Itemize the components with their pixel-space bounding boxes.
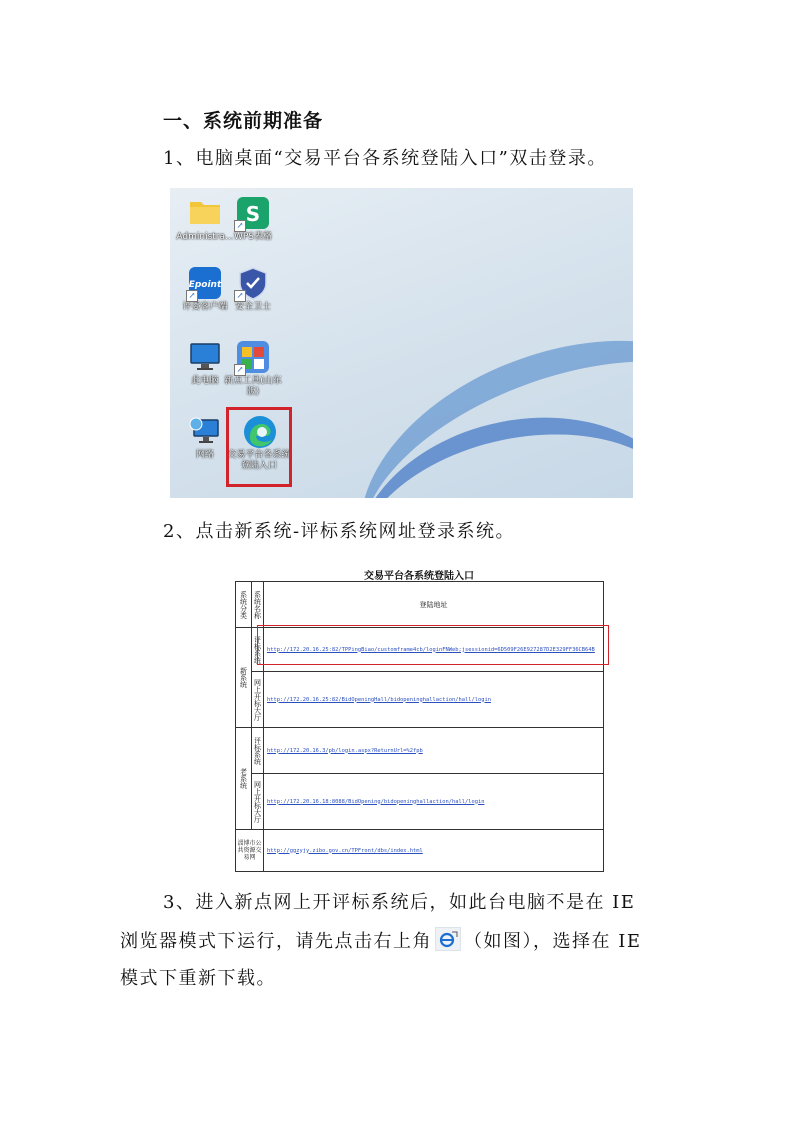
svg-text:Epoint: Epoint xyxy=(188,280,222,290)
name-pingbiao-new: 评标系统 xyxy=(253,635,262,664)
network-icon xyxy=(188,414,222,448)
step-3-line2-post: （如图），选择在 IE xyxy=(464,931,642,952)
desktop-icon-computer[interactable]: 此电脑 xyxy=(170,340,240,387)
desktop-icon-wps[interactable]: S ↗ WPS表格 xyxy=(218,196,288,243)
name-kaibiao-old: 网上开标大厅 xyxy=(253,780,262,823)
header-category: 系统分类 xyxy=(239,590,248,619)
url-public[interactable]: http://ggzyjy.zibo.gov.cn/TPFront/dbs/index.html xyxy=(267,847,423,854)
step-3-text-line2 xyxy=(120,927,641,954)
folder-icon xyxy=(188,196,222,230)
step-3-line2-pre: 浏览器模式下运行，请先点击右上角 xyxy=(120,931,432,952)
header-name: 系统名称 xyxy=(253,590,262,619)
url-old-pingbiao[interactable]: http://172.20.16.3/pb/login.aspx?ReturnUrl=%2fpb xyxy=(267,747,423,754)
svg-text:S: S xyxy=(245,202,261,226)
computer-icon xyxy=(188,340,222,374)
login-table-image xyxy=(232,567,606,865)
ie-mode-icon[interactable] xyxy=(435,927,461,951)
epoint-icon: Epoint ↗ xyxy=(188,266,222,300)
url-new-kaibiao[interactable]: http://172.20.16.25:82/BidOpeningHall/bidopeninghallaction/hall/login xyxy=(267,696,491,703)
desktop-icon-epoint[interactable]: Epoint ↗ 评委客户端 xyxy=(170,266,240,313)
name-pingbiao-old: 评标系统 xyxy=(253,736,262,765)
desktop-icon-admin[interactable]: Administra... xyxy=(170,196,240,243)
header-address: 登陆地址 xyxy=(264,582,604,628)
section-heading: 一、系统前期准备 xyxy=(163,110,324,132)
step-3-text: 3、进入新点网上开评标系统后，如此台电脑不是在 IE xyxy=(163,892,636,913)
toolbox-icon: ↗ xyxy=(236,340,270,374)
wps-sheet-icon: S ↗ xyxy=(236,196,270,230)
highlight-box xyxy=(257,625,609,665)
url-old-kaibiao[interactable]: http://172.20.16.18:8088/BidOpening/bidopeninghallaction/hall/login xyxy=(267,798,485,805)
desktop-icon-shield[interactable]: ↗ 安全卫士 xyxy=(218,266,288,313)
step-3-text-line3: 模式下重新下载。 xyxy=(120,968,276,989)
step-1-text: 1、电脑桌面“交易平台各系统登陆入口”双击登录。 xyxy=(163,148,607,169)
group-old: 老系统 xyxy=(239,768,248,789)
desktop-icon-edge-login[interactable]: 交易平台各系统登陆入口 xyxy=(226,414,292,472)
name-kaibiao-new: 网上开标大厅 xyxy=(253,678,262,721)
group-new: 新系统 xyxy=(239,667,248,688)
group-public: 淄博市公共资源交易网 xyxy=(237,840,262,861)
desktop-icon-toolbox[interactable]: ↗ 新点工具(山东版) xyxy=(218,340,288,398)
step-2-text: 2、点击新系统-评标系统网址登录系统。 xyxy=(163,521,516,542)
shield-icon: ↗ xyxy=(236,266,270,300)
url-new-pingbiao[interactable]: http://172.20.16.25:82/TPPingBiao/customframe4cb/loginFNWeb;jsessionid=6D509F26E927287D2E329FF36CB64B xyxy=(267,646,595,653)
desktop-screenshot xyxy=(170,188,633,498)
desktop-icon-network[interactable]: 网络 xyxy=(170,414,240,461)
highlight-box xyxy=(226,407,292,487)
table-title: 交易平台各系统登陆入口 xyxy=(364,571,474,582)
